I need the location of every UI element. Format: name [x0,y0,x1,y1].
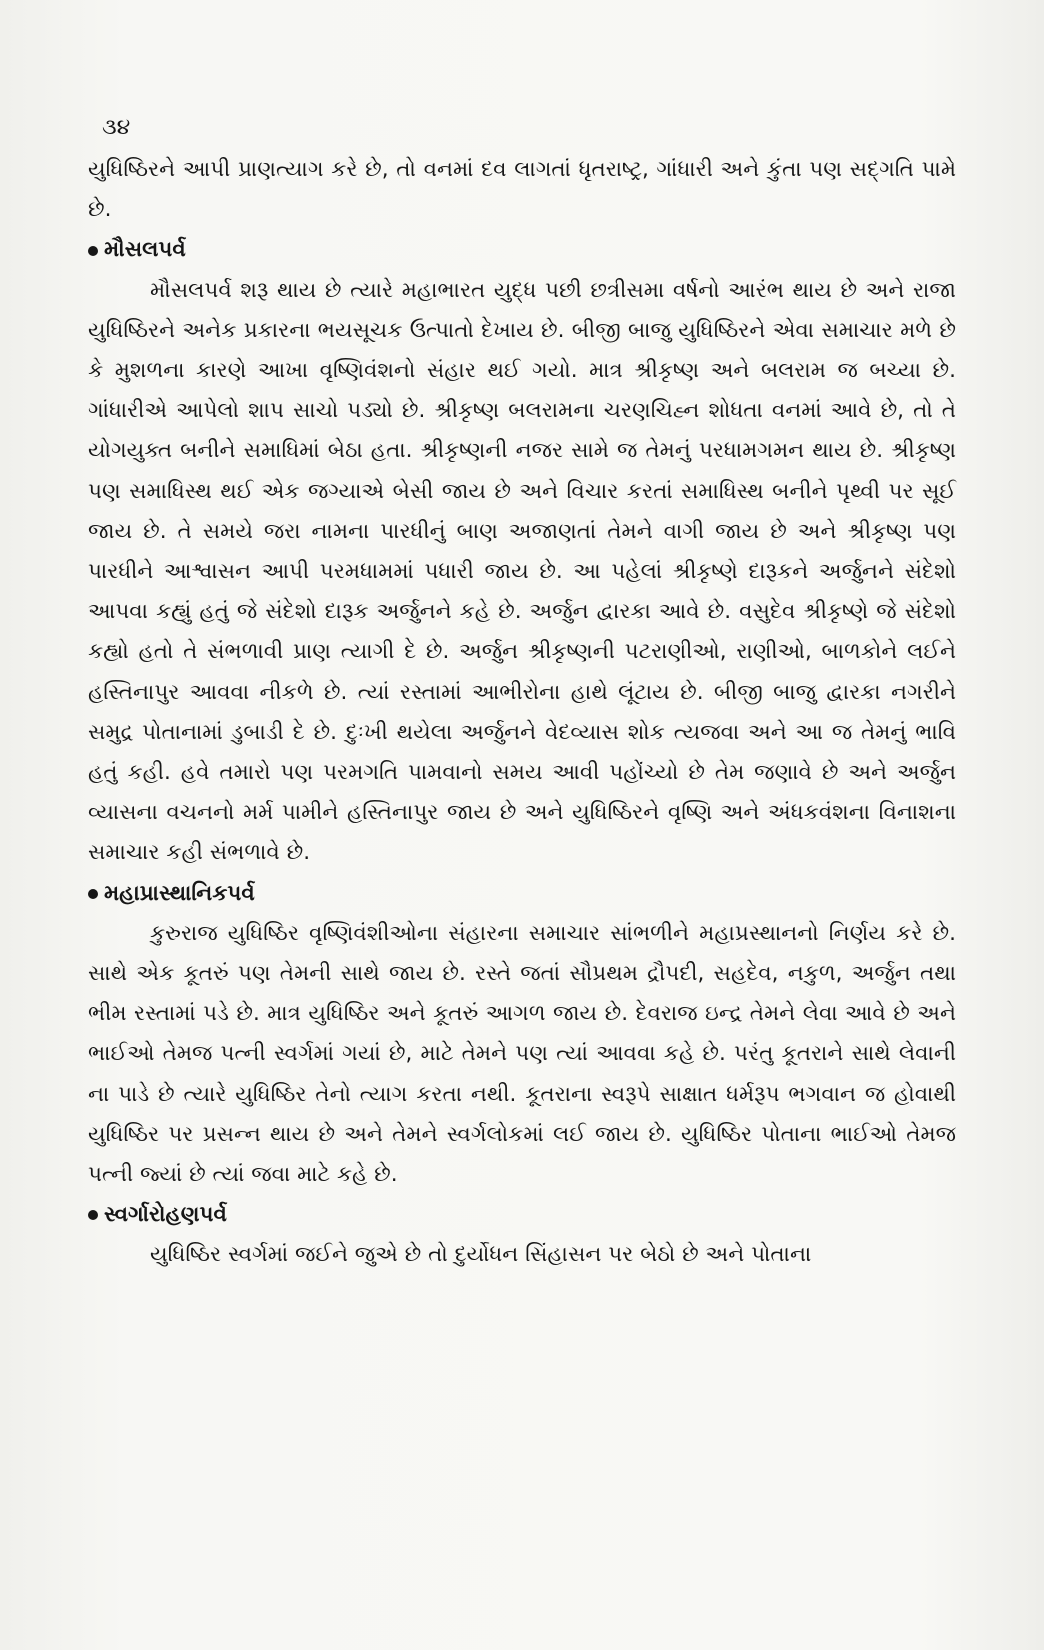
heading-label: સ્વર્ગારોહણપર્વ [104,1202,227,1228]
section-paragraph-swargarohan-parva: યુધિષ્ઠિર સ્વર્ગમાં જઈને જુએ છે તો દુર્યોધન સિંહાસન પર બેઠો છે અને પોતાના [150,1242,812,1268]
heading-label: મૌસલપર્વ [104,237,186,263]
section-paragraph-mahaprasthanik-parva: કુરુરાજ યુધિષ્ઠિર વૃષ્ણિવંશીઓના સંહારના સમાચાર સાંભળીને મહાપ્રસ્થાનનો નિર્ણય કરે છે. સાથે એક કૂતરું પણ તેમની સાથે જાય છે. રસ્તે જતાં સૌપ્રથમ દ્રૌપદી, સહદેવ, નકુળ, અર્જુન તથા ભીમ રસ્તામાં પડે છે. માત્ર યુધિષ્ઠિર અને કૂતરું આગળ જાય છે. દેવરાજ ઇન્દ્ર તેમને લેવા આવે છે અને ભાઈઓ તેમજ પત્ની સ્વર્ગમાં ગયાં છે, માટે તેમને પણ ત્યાં આવવા કહે છે. પરંતુ કૂતરાને સાથે લેવાની ના પાડે છે ત્યારે યુધિષ્ઠિર તેનો ત્યાગ કરતા નથી. કૂતરાના સ્વરૂપે સાક્ષાત ધર્મરૂપ ભગવાન જ હોવાથી યુધિષ્ઠિર પર પ્રસન્ન થાય છે અને તેમને સ્વર્ગલોકમાં લઈ જાય છે. યુધિષ્ઠિર પોતાના ભાઈઓ તેમજ પત્ની જ્યાં છે ત્યાં જવા માટે કહે છે. [88,920,956,1188]
section-heading-mausal-parva [88,230,956,270]
section-heading-swargarohan-parva [88,1195,956,1235]
section-heading-mahaprasthanik-parva [88,874,956,914]
page-number: ૩૪ [102,115,131,140]
heading-label: મહાપ્રાસ્થાનિકપર્વ [104,880,255,906]
page-text [88,108,956,1276]
bullet-icon [88,246,98,256]
continuation-paragraph: યુધિષ્ઠિરને આપી પ્રાણત્યાગ કરે છે, તો વનમાં દવ લાગતાં ધૃતરાષ્ટ્ર, ગાંધારી અને કુંતા પણ સદ્‌ગતિ પામે છે. [88,157,956,223]
bullet-icon [88,1210,98,1220]
section-paragraph-mausal-parva: મૌસલપર્વ શરૂ થાય છે ત્યારે મહાભારત યુદ્ધ પછી છત્રીસમા વર્ષનો આરંભ થાય છે અને રાજા યુધિષ્ઠિરને અનેક પ્રકારના ભયસૂચક ઉત્પાતો દેખાય છે. બીજી બાજુ યુધિષ્ઠિરને એવા સમાચાર મળે છે કે મુશળના કારણે આખા વૃષ્ણિવંશનો સંહાર થઈ ગયો. માત્ર શ્રીકૃષ્ણ અને બલરામ જ બચ્યા છે. ગાંધારીએ આપેલો શાપ સાચો પડ્યો છે. શ્રીકૃષ્ણ બલરામના ચરણચિહ્ન શોધતા વનમાં આવે છે, તો તે યોગયુક્ત બનીને સમાધિમાં બેઠા હતા. શ્રીકૃષ્ણની નજર સામે જ તેમનું પરધામગમન થાય છે. શ્રીકૃષ્ણ પણ સમાધિસ્થ થઈ એક જગ્યાએ બેસી જાય છે અને વિચાર કરતાં સમાધિસ્થ બનીને પૃથ્વી પર સૂઈ જાય છે. તે સમયે જરા નામના પારધીનું બાણ અજાણતાં તેમને વાગી જાય છે અને શ્રીકૃષ્ણ પણ પારધીને આશ્વાસન આપી પરમધામમાં પધારી જાય છે. આ પહેલાં શ્રીકૃષ્ણે દારૂકને અર્જુનને સંદેશો આપવા કહ્યું હતું જે સંદેશો દારૂક અર્જુનને કહે છે. અર્જુન દ્વારકા આવે છે. વસુદેવ શ્રીકૃષ્ણે જે સંદેશો કહ્યો હતો તે સંભળાવી પ્રાણ ત્યાગી દે છે. અર્જુન શ્રીકૃષ્ણની પટરાણીઓ, રાણીઓ, બાળકોને લઈને હસ્તિનાપુર આવવા નીકળે છે. ત્યાં રસ્તામાં આભીરોના હાથે લૂંટાય છે. બીજી બાજુ દ્વારકા નગરીને સમુદ્ર પોતાનામાં ડુબાડી દે છે. દુઃખી થયેલા અર્જુનને વેદવ્યાસ શોક ત્યજવા અને આ જ તેમનું ભાવિ હતું કહી. હવે તમારો પણ પરમગતિ પામવાનો સમય આવી પહોંચ્યો છે તેમ જણાવે છે અને અર્જુન વ્યાસના વચનનો મર્મ પામીને હસ્તિનાપુર જાય છે અને યુધિષ્ઠિરને વૃષ્ણિ અને અંધકવંશના વિનાશના સમાચાર કહી સંભળાવે છે. [88,277,956,866]
bullet-icon [88,889,98,899]
